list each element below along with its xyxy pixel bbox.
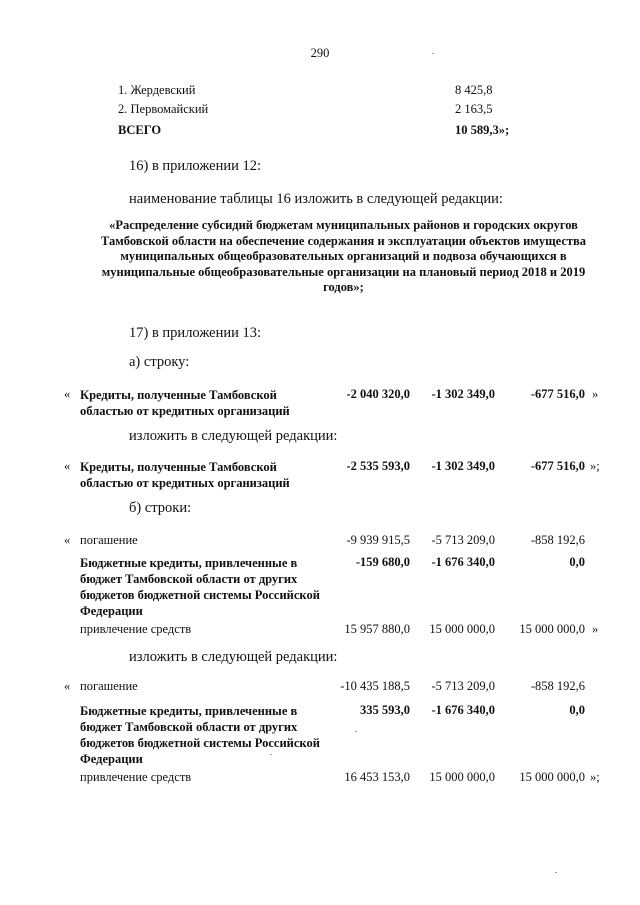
repay-old-value-2018: -5 713 209,0 (431, 533, 495, 547)
table16-intro: наименование таблицы 16 изложить в следующей редакции: (129, 191, 503, 207)
credits-new-value-2017: -2 535 593,0 (346, 459, 410, 473)
edit-phrase: изложить в следующей редакции: (129, 428, 338, 444)
total-value: 10 589,3»; (455, 123, 510, 137)
repay-new-value-2018: -5 713 209,0 (431, 679, 495, 693)
scan-speck (355, 731, 357, 732)
budget-new-value-2018: -1 676 340,0 (431, 703, 495, 717)
list-item-value: 2 163,5 (455, 102, 493, 116)
credits-old-label: Кредиты, полученные Тамбовской областью от кредитных организаций (80, 388, 290, 418)
sub-a-heading: а) строку: (129, 354, 190, 370)
credits-new-value-2018: -1 302 349,0 (431, 459, 495, 473)
list-item-value: 8 425,8 (455, 83, 493, 97)
budget-new-value-2017: 335 593,0 (360, 703, 410, 717)
budget-new-value-2019: 0,0 (569, 703, 585, 717)
sub-b-heading: б) строки: (129, 500, 192, 516)
scan-speck (432, 53, 434, 54)
attract-new-label: привлечение средств (80, 770, 192, 784)
credits-old-value-2018: -1 302 349,0 (431, 387, 495, 401)
attract-old-label: привлечение средств (80, 622, 192, 636)
repay-old-label: погашение (80, 533, 138, 547)
attract-old-value-2019: 15 000 000,0 (519, 622, 585, 636)
repay-old-value-2019: -858 192,6 (530, 533, 585, 547)
attract-new-value-2018: 15 000 000,0 (429, 770, 495, 784)
page-number: 290 (310, 46, 330, 60)
quote-open: « (64, 533, 71, 547)
attract-new-value-2019: 15 000 000,0 (519, 770, 585, 784)
quote-close: »; (590, 459, 600, 473)
repay-old-value-2017: -9 939 915,5 (346, 533, 410, 547)
quote-open: « (64, 679, 71, 693)
list-item-label: 2. Первомайский (118, 102, 209, 116)
budget-new-label: Бюджетные кредиты, привлеченные в бюджет Тамбовской области от других бюджетов бюджетной системы Российской Федерации (80, 704, 320, 766)
budget-old-label: Бюджетные кредиты, привлеченные в бюджет Тамбовской области от других бюджетов бюджетной системы Российской Федерации (80, 556, 320, 618)
attract-old-value-2017: 15 957 880,0 (344, 622, 410, 636)
credits-old-value-2017: -2 040 320,0 (346, 387, 410, 401)
quote-open: « (64, 459, 71, 473)
quote-close: »; (590, 770, 600, 784)
list-item-label: 1. Жердевский (118, 83, 196, 97)
quote-close: » (592, 622, 599, 636)
repay-new-value-2017: -10 435 188,5 (340, 679, 410, 693)
budget-old-value-2017: -159 680,0 (355, 555, 410, 569)
edit-phrase: изложить в следующей редакции: (129, 649, 338, 665)
quote-open: « (64, 387, 71, 401)
credits-new-value-2019: -677 516,0 (530, 459, 585, 473)
repay-new-value-2019: -858 192,6 (530, 679, 585, 693)
attract-old-value-2018: 15 000 000,0 (429, 622, 495, 636)
repay-new-label: погашение (80, 679, 138, 693)
budget-old-value-2019: 0,0 (569, 555, 585, 569)
item-16-heading: 16) в приложении 12: (129, 158, 262, 174)
scan-speck (555, 872, 557, 873)
attract-new-value-2017: 16 453 153,0 (344, 770, 410, 784)
total-label: ВСЕГО (118, 123, 162, 137)
table16-title: «Распределение субсидий бюджетам муниципальных районов и городских округов Тамбовской области на обеспечение содержания и эксплуатации объектов имущества муниципальных общеобразовательных организаций и подвоза обучающихся в муниципальные общеобразовательные организации на плановый период 2018 и 2019 годов»; (100, 218, 587, 294)
credits-new-label: Кредиты, полученные Тамбовской областью от кредитных организаций (80, 460, 290, 490)
scan-speck (270, 754, 272, 755)
item-17-heading: 17) в приложении 13: (129, 325, 262, 341)
budget-old-value-2018: -1 676 340,0 (431, 555, 495, 569)
credits-old-value-2019: -677 516,0 (530, 387, 585, 401)
quote-close: » (592, 387, 599, 401)
